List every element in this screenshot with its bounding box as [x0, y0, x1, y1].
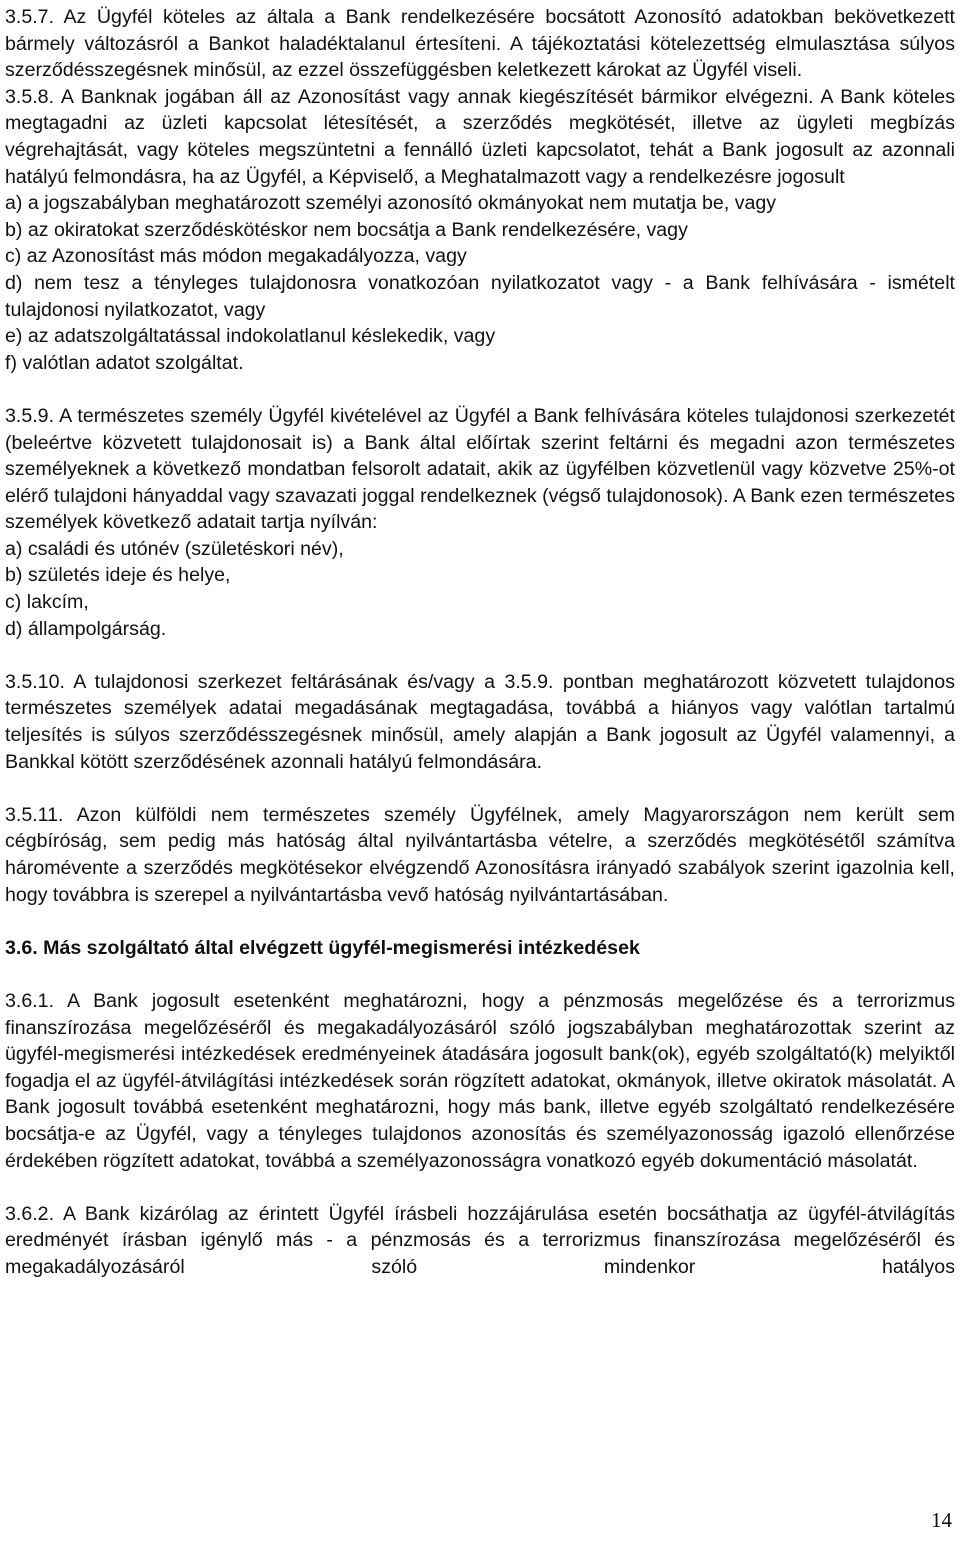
spacer — [5, 775, 955, 802]
page-number: 14 — [931, 1508, 952, 1532]
spacer — [5, 908, 955, 935]
list-item: f) valótlan adatot szolgáltat. — [5, 351, 244, 374]
list-3-5-8 — [5, 190, 955, 376]
list-item: b) az okiratokat szerződéskötéskor nem bocsátja a Bank rendelkezésére, vagy — [5, 218, 688, 241]
section-heading-3-6: 3.6. Más szolgáltató által elvégzett ügyfél-megismerési intézkedések — [5, 936, 640, 959]
list-item: c) lakcím, — [5, 591, 89, 614]
list-item: a) a jogszabályban meghatározott személyi azonosító okmányokat nem mutatja be, vagy — [5, 192, 777, 215]
paragraph-3-5-10: 3.5.10. A tulajdonosi szerkezet feltárásának és/vagy a 3.5.9. pontban meghatározott közvetett tulajdonos természetes személyek adatai megadásának megtagadása, továbbá a hiányos vagy valótlan tartalmú teljesítés is súlyos szerződésszegésnek minősül, amely alapján a Bank jogosult az Ügyfél valamennyi, a Bankkal kötött szerződésének azonnali hatályú felmondására. — [5, 670, 955, 773]
list-3-5-9 — [5, 536, 955, 642]
list-item: a) családi és utónév (születéskori név), — [5, 537, 344, 560]
list-item: d) nem tesz a tényleges tulajdonosra vonatkozóan nyilatkozatot vagy - a Bank felhívására - ismételt tulajdonosi nyilatkozatot, vagy — [5, 271, 955, 321]
paragraph-3-5-9: 3.5.9. A természetes személy Ügyfél kivételével az Ügyfél a Bank felhívására köteles tulajdonosi szerkezetét (beleértve közvetett tulajdonosait is) a Bank által előírtak szerint feltárni és megadni azon természetes személyeknek a következő mondatban felsorolt adatait, akik az ügyfélben közvetlenül vagy közvetve 25%-ot elérő tulajdoni hányaddal vagy szavazati joggal rendelkeznek (végső tulajdonosok). A Bank ezen természetes személyek következő adatait tartja nyílván: — [5, 404, 955, 534]
paragraph-3-5-8: 3.5.8. A Banknak jogában áll az Azonosítást vagy annak kiegészítését bármikor elvégezni. A Bank köteles megtagadni az üzleti kapcsolat létesítését, a szerződés megkötését, illetve az ügyleti megbízás végrehajtását, vagy köteles megszüntetni a fennálló üzleti kapcsolatot, tehát a Bank jogosult az azonnali hatályú felmondásra, ha az Ügyfél, a Képviselő, a Meghatalmazott vagy a rendelkezésre jogosult — [5, 85, 955, 188]
spacer — [5, 1174, 955, 1201]
spacer — [5, 376, 955, 403]
spacer — [5, 961, 955, 988]
list-item: d) állampolgárság. — [5, 617, 167, 640]
paragraph-3-6-1: 3.6.1. A Bank jogosult esetenként meghatározni, hogy a pénzmosás megelőzése és a terrorizmus finanszírozása megelőzéséről és megakadályozásáról szóló jogszabályban meghatározottak szerint az ügyfél-megismerési intézkedések eredményeinek átadására jogosult bank(ok), egyéb szolgáltató(k) melyiktől fogadja el az ügyfél-átvilágítási intézkedések során rögzített adatokat, okmányok, illetve okiratok másolatát. A Bank jogosult továbbá esetenként meghatározni, hogy más bank, illetve egyéb szolgáltató rendelkezésére bocsátja-e az Ügyfél, vagy a tényleges tulajdonos azonosítás és személyazonosság igazoló ellenőrzése érdekében rögzített adatokat, továbbá a személyazonosságra vonatkozó egyéb dokumentáció másolatát. — [5, 989, 955, 1172]
list-item: c) az Azonosítást más módon megakadályozza, vagy — [5, 245, 467, 268]
document-body — [5, 4, 955, 1281]
list-item: b) születés ideje és helye, — [5, 564, 231, 587]
list-item: e) az adatszolgáltatással indokolatlanul késlekedik, vagy — [5, 325, 496, 348]
paragraph-3-5-7: 3.5.7. Az Ügyfél köteles az általa a Bank rendelkezésére bocsátott Azonosító adatokban bekövetkezett bármely változásról a Bankot haladéktalanul értesíteni. A tájékoztatási kötelezettség elmulasztása súlyos szerződésszegésnek minősül, az ezzel összefüggésben keletkezett károkat az Ügyfél viseli. — [5, 6, 955, 82]
paragraph-3-5-11: 3.5.11. Azon külföldi nem természetes személy Ügyfélnek, amely Magyarországon nem került sem cégbíróság, sem pedig más hatóság által nyilvántartásba vételre, a szerződés megkötésétől számítva háromévente a szerződés megkötésekor elvégzendő Azonosításra irányadó szabályok szerint igazolnia kell, hogy továbbra is szerepel a nyilvántartásba vevő hatóság nyilvántartásában. — [5, 803, 955, 906]
spacer — [5, 642, 955, 669]
paragraph-3-6-2: 3.6.2. A Bank kizárólag az érintett Ügyfél írásbeli hozzájárulása esetén bocsáthatja az ügyfél-átvilágítás eredményét írásban igénylő más - a pénzmosás és a terrorizmus finanszírozása megelőzéséről és megakadályozásáról szóló mindenkor hatályos — [5, 1202, 955, 1278]
